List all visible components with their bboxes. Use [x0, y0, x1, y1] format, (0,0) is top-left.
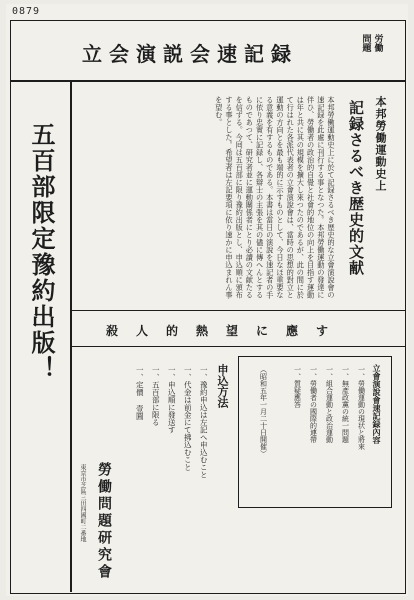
contents-item: 一、勞働運動の現状と將來 — [357, 366, 366, 450]
order-item: 一、五百部に限る — [151, 366, 161, 426]
limited-edition-banner: 五百部限定豫約出版！ — [27, 122, 56, 382]
document-page — [6, 4, 408, 596]
doc-number: 0879 — [12, 6, 41, 17]
contents-item: 一、組合運動と政治運動 — [325, 366, 334, 443]
order-item: 一、豫約申込は左記へ申込むこと — [199, 366, 209, 479]
contents-item: 一、勞働者の國際的連帶 — [309, 366, 318, 443]
contents-item: 一、無產政黨の統一問題 — [341, 366, 350, 443]
order-item: 一、申込順に發送す — [167, 366, 177, 434]
slogan-top-rule — [72, 310, 406, 311]
page-title: 立会演説会速記録 — [82, 42, 298, 66]
article-kicker: 本邦勞働運動史上 — [374, 96, 387, 192]
contents-item: 一、質疑應答 — [293, 366, 302, 408]
publisher-name: 勞働問題研究會 — [96, 462, 112, 581]
slogan: 殺人的熱望に應す — [106, 324, 347, 338]
article-headline: 記録さるべき歴史的文献 — [347, 100, 365, 276]
publisher-address: 東京市芝區三田四國町二番地 — [79, 464, 86, 542]
side-divider — [70, 81, 72, 592]
article-body: 本邦勞働運動史上に於て記録さるべき歴史的な立會演說會の速記録を此處に刊行する事となつた。本邦勞働運動の發達に伴ひ、勞働者の政治的自覺と社會的地位の向上を目指す運動は年と共に其の規模を擴大し來つたのであるが、此の間に於て行はれた各派代表者の立會演說會は、當時の思想的對立と運動の方向とを最も端的に示すものとして、今日なほ重要なる意義を有するものである。本書は當日の演說を速記者の手に依り忠實に記録し、各辯士の主張を其の儘に傳へんとするものであつて、研究者並に運動關係者にとり必讀の文献たるを信ずる。今囘は五百部に限り豫約出版とし、申込順に頒布する事とした。希望者は左記要項に依り速かに申込まれん事を望む。 — [214, 96, 336, 299]
series-label-1: 労働 — [372, 34, 383, 52]
series-label-2: 問題 — [360, 34, 371, 52]
order-heading: 申込方法 — [216, 364, 229, 408]
order-item: 一、代金は前金にて拂込むこと — [183, 366, 193, 471]
order-item: 一、定價 壹圓 — [135, 366, 145, 420]
contents-note: （昭和五年一月二十日開催） — [259, 366, 268, 457]
contents-heading: 立會演說會速記録內容 — [372, 364, 382, 444]
slogan-bottom-rule — [72, 346, 406, 347]
